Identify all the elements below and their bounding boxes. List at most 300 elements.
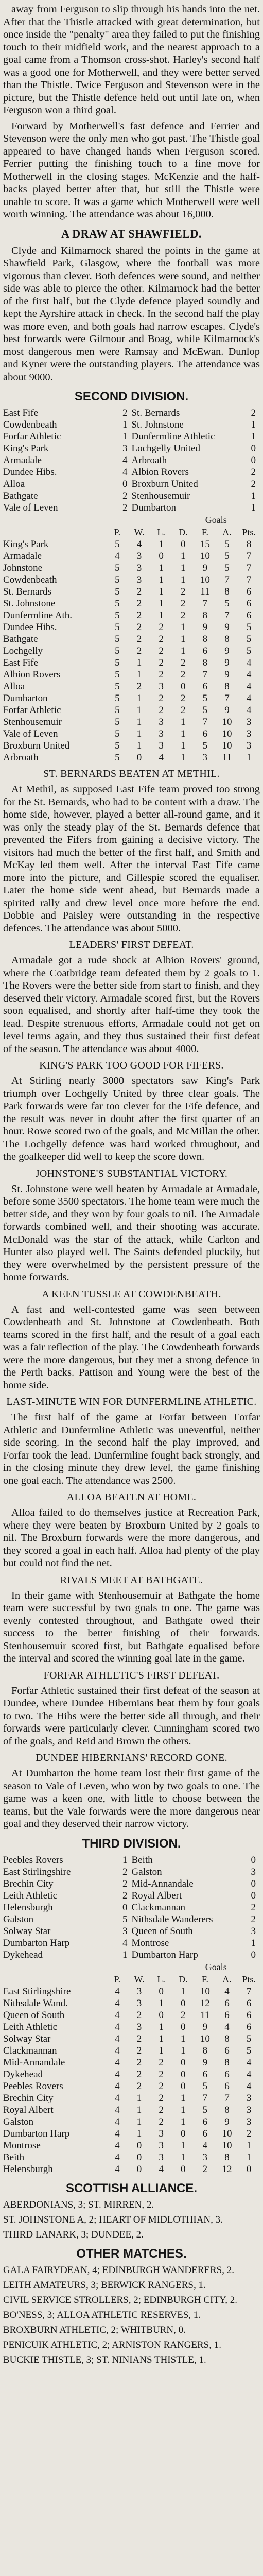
stat-cell: 5 <box>115 693 120 704</box>
stat-cell: 4 <box>246 2057 252 2068</box>
table-row <box>3 633 260 645</box>
stat-cell: 1 <box>159 586 164 597</box>
team-name: Johnstone <box>3 563 42 573</box>
column-header: F. <box>201 527 208 537</box>
team-name: Armadale <box>3 455 42 466</box>
stat-cell: 6 <box>224 2080 230 2092</box>
score: 2 <box>122 1878 128 1889</box>
stat-cell: 2 <box>136 610 142 621</box>
score: 4 <box>122 1937 128 1948</box>
stat-cell: 0 <box>181 2128 186 2139</box>
score: 3 <box>251 1925 256 1937</box>
stat-cell: 9 <box>224 2116 230 2127</box>
team-name: Peebles Rovers <box>3 2080 63 2092</box>
stat-cell: 2 <box>181 657 186 668</box>
table-row <box>3 645 260 657</box>
team-name: East Stirlingshire <box>3 1866 71 1877</box>
stat-cell: 4 <box>115 1986 120 1997</box>
stat-cell: 4 <box>246 657 252 668</box>
team-name: Beith <box>3 2151 25 2163</box>
score: 2 <box>122 1890 128 1901</box>
result-row <box>3 490 260 502</box>
stat-cell: 2 <box>246 2128 252 2139</box>
stat-cell: 7 <box>246 1986 252 1997</box>
stat-cell: 7 <box>224 610 230 621</box>
score: 2 <box>251 1913 256 1925</box>
stat-cell: 0 <box>159 551 164 562</box>
team-name: Mid-Annandale <box>3 2057 65 2068</box>
stat-cell: 1 <box>136 693 142 704</box>
stat-cell: 6 <box>246 586 252 597</box>
stat-cell: 5 <box>115 634 120 645</box>
stat-cell: 9 <box>224 657 230 668</box>
stat-cell: 4 <box>115 2116 120 2127</box>
stat-cell: 9 <box>224 705 230 716</box>
stat-cell: 5 <box>115 669 120 680</box>
score: 2 <box>122 490 128 501</box>
stat-cell: 4 <box>246 705 252 716</box>
report-headline: LEADERS' FIRST DEFEAT. <box>69 939 194 951</box>
table-row <box>3 609 260 621</box>
table-row <box>3 621 260 633</box>
team-name: Broxburn United <box>131 479 198 489</box>
stat-cell: 5 <box>115 586 120 597</box>
column-header: F. <box>201 1974 208 1985</box>
report-paragraph: In their game with Stenhousemuir at Bathgate the home team were successful by two goals to one. The game was evenly contested throughout, and Bathgate owed their success to the better finishing of their forwards. Stenhousemuir scored first, but Bathgate equalised before the interval and scored the winning goal late in the game. <box>3 1589 260 1664</box>
score: 2 <box>251 1902 256 1913</box>
team-name: Royal Albert <box>131 1890 182 1901</box>
result-row <box>3 478 260 490</box>
stat-cell: 6 <box>202 2069 208 2080</box>
stat-cell: 6 <box>246 1997 252 2009</box>
team-name: Bathgate <box>3 490 38 501</box>
stat-cell: 1 <box>136 2104 142 2115</box>
stat-cell: 12 <box>222 2163 232 2175</box>
team-name: Peebles Rovers <box>3 1854 63 1866</box>
stat-cell: 5 <box>115 728 120 739</box>
stat-cell: 2 <box>136 2033 142 2044</box>
stat-cell: 15 <box>200 539 210 550</box>
stat-cell: 4 <box>115 2033 120 2044</box>
stat-cell: 1 <box>181 728 186 739</box>
match-result-line: PENICUIK ATHLETIC, 2; ARNISTON RANGERS, 1. <box>3 2339 222 2350</box>
stat-cell: 3 <box>246 717 252 727</box>
score: 2 <box>122 502 128 513</box>
stat-cell: 5 <box>115 539 120 550</box>
match-result-line: CIVIL SERVICE STROLLERS, 2; EDINBURGH CITY, 2. <box>3 2294 238 2306</box>
stat-cell: 2 <box>181 693 186 704</box>
stat-cell: 5 <box>202 693 208 704</box>
stat-cell: 3 <box>246 2092 252 2104</box>
stat-cell: 7 <box>246 574 252 585</box>
report-paragraph: At Methil, as supposed East Fife team proved too strong for the St. Bernards, who had to be content with a draw. The home side, however, played a better all-round game, and it was only the steady play of the St. Bernards defence that prevented the Fifers from gaining a decisive victory. The visitors had much the better of the first half, and Smith and McKay led them well. After the interval East Fife came more into the picture, and Gillespie scored the equaliser. Later the home side went ahead, but Bernards made a spirited rally and drew level once more before the end. Dobbie and Paisley were outstanding in the respective defences. The attendance was about 5000. <box>3 784 260 934</box>
stat-cell: 2 <box>136 598 142 609</box>
score: 1 <box>251 502 256 513</box>
stat-cell: 1 <box>136 2092 142 2104</box>
stat-cell: 2 <box>181 586 186 597</box>
stat-cell: 3 <box>136 563 142 573</box>
report-paragraph: Clyde and Kilmarnock shared the points in the game at Shawfield Park, Glasgow, where the football was more vigorous than clever. Both defences were sound, and neither side was able to pierce the other. Kilmarnock had the better of the first half, but the Clyde defence played soundly and kept the Ayrshire attack in check. In the second half the play was more even, and both goals had narrow escapes. Clyde's best forwards were Gilmour and Boag, while Kilmarnock's most dangerous men were Ramsay and McEwan. Dunlop and Kyner were the outstanding players. The attendance was about 9000. <box>3 245 260 383</box>
team-name: Alloa <box>3 681 25 692</box>
stat-cell: 10 <box>222 2128 232 2139</box>
stat-cell: 2 <box>181 610 186 621</box>
team-name: Beith <box>131 1854 153 1866</box>
team-name: St. Johnstone <box>131 419 184 430</box>
stat-cell: 10 <box>200 574 210 585</box>
report-paragraph: At Stirling nearly 3000 spectators saw King's Park triumph over Lochgelly United by three clear goals. The Park forwards were far too clever for the Fife defence, and the result was never in doubt after the first quarter of an hour. Rowe scored two of the goals, and McMillan the other. The Lochgelly defence was hard worked throughout, and the goalkeeper did well to keep the score down. <box>3 1075 260 1162</box>
division-title: THIRD DIVISION. <box>82 1836 181 1851</box>
table-row <box>3 2092 260 2104</box>
stat-cell: 4 <box>224 1986 230 1997</box>
stat-cell: 1 <box>181 752 186 763</box>
score: 0 <box>251 455 256 466</box>
stat-cell: 5 <box>224 551 230 562</box>
result-row <box>3 1913 260 1925</box>
stat-cell: 2 <box>159 693 164 704</box>
stat-cell: 3 <box>136 2021 142 2032</box>
other-title: OTHER MATCHES. <box>76 2246 187 2261</box>
other-matches <box>3 2247 260 2366</box>
stat-cell: 2 <box>136 586 142 597</box>
result-row <box>3 443 260 454</box>
table-row <box>3 2021 260 2033</box>
stat-cell: 2 <box>159 657 164 668</box>
team-name: Galston <box>131 1866 162 1877</box>
stat-cell: 7 <box>246 563 252 573</box>
stat-cell: 12 <box>200 1997 210 2009</box>
stat-cell: 8 <box>224 2151 230 2163</box>
stat-cell: 5 <box>246 2033 252 2044</box>
table-row <box>3 586 260 598</box>
stat-cell: 5 <box>246 634 252 645</box>
team-name: Forfar Athletic <box>3 431 61 442</box>
stat-cell: 3 <box>136 574 142 585</box>
stat-cell: 2 <box>136 622 142 633</box>
team-name: Vale of Leven <box>3 728 58 739</box>
team-name: King's Park <box>3 443 49 454</box>
result-row <box>3 407 260 419</box>
result-row <box>3 1902 260 1913</box>
stat-cell: 3 <box>136 551 142 562</box>
score: 0 <box>251 1878 256 1889</box>
alliance-title: SCOTTISH ALLIANCE. <box>65 2181 198 2195</box>
match-report <box>3 1669 260 1748</box>
report-headline: JOHNSTONE'S SUBSTANTIAL VICTORY. <box>35 1167 228 1179</box>
stat-cell: 1 <box>246 2140 252 2151</box>
stat-cell: 5 <box>224 563 230 573</box>
stat-cell: 2 <box>159 705 164 716</box>
stat-cell: 4 <box>115 2021 120 2032</box>
stat-cell: 6 <box>202 2116 208 2127</box>
stat-cell: 0 <box>181 539 186 550</box>
stat-cell: 2 <box>181 2009 186 2021</box>
team-name: Clackmannan <box>3 2045 57 2056</box>
team-name: Dumbarton Harp <box>131 1949 198 1960</box>
stat-cell: 1 <box>246 2151 252 2163</box>
stat-cell: 5 <box>246 622 252 633</box>
table-row <box>3 574 260 586</box>
result-row <box>3 1890 260 1902</box>
stat-cell: 6 <box>224 2009 230 2021</box>
table-row <box>3 2151 260 2163</box>
stat-cell: 1 <box>136 717 142 727</box>
table-header-row <box>3 526 260 538</box>
table-row <box>3 538 260 550</box>
table-row <box>3 2069 260 2080</box>
intro <box>3 3 260 221</box>
league-table <box>3 514 260 764</box>
stat-cell: 6 <box>202 728 208 739</box>
match-report <box>3 1059 260 1163</box>
stat-cell: 3 <box>246 2116 252 2127</box>
stat-cell: 1 <box>136 657 142 668</box>
report-headline: RIVALS MEET AT BATHGATE. <box>60 1574 203 1586</box>
stat-cell: 8 <box>224 681 230 692</box>
score: 2 <box>251 408 256 418</box>
score: 3 <box>122 443 128 454</box>
team-name: Brechin City <box>3 2092 54 2104</box>
table-row <box>3 562 260 574</box>
team-name: Bathgate <box>3 634 38 645</box>
stat-cell: 2 <box>159 2092 164 2104</box>
stat-cell: 5 <box>115 705 120 716</box>
team-name: East Fife <box>3 408 39 418</box>
team-name: Stenhousemuir <box>3 717 62 727</box>
stat-cell: 8 <box>246 539 252 550</box>
report-paragraph: At Dumbarton the home team lost their first game of the season to Vale of Leven, who won by two goals to one. The game was a keen one, with little to choose between the teams, but the Vale forwards were the more dangerous near goal and they deserved their narrow victory. <box>3 1768 260 1829</box>
stat-cell: 3 <box>246 2104 252 2115</box>
team-name: Armadale <box>3 551 42 562</box>
stat-cell: 4 <box>115 2140 120 2151</box>
stat-cell: 1 <box>181 2151 186 2163</box>
team-name: St. Johnstone <box>3 598 56 609</box>
team-name: Leith Athletic <box>3 1890 58 1901</box>
stat-cell: 6 <box>224 2045 230 2056</box>
stat-cell: 5 <box>224 598 230 609</box>
column-header: A. <box>222 527 232 537</box>
stat-cell: 5 <box>115 752 120 763</box>
stat-cell: 4 <box>115 2057 120 2068</box>
column-header: W. <box>134 1974 145 1985</box>
column-header: A. <box>222 1974 232 1985</box>
team-name: Forfar Athletic <box>3 705 61 716</box>
stat-cell: 4 <box>159 2163 164 2175</box>
stat-cell: 5 <box>224 539 230 550</box>
stat-cell: 2 <box>202 2163 208 2175</box>
stat-cell: 5 <box>115 610 120 621</box>
stat-cell: 3 <box>159 2151 164 2163</box>
stat-cell: 1 <box>136 2128 142 2139</box>
stat-cell: 5 <box>115 574 120 585</box>
score: 4 <box>122 467 128 478</box>
team-name: Cowdenbeath <box>3 419 57 430</box>
stat-cell: 7 <box>246 551 252 562</box>
team-name: Helensburgh <box>3 1902 53 1913</box>
result-row <box>3 466 260 478</box>
stat-cell: 1 <box>181 634 186 645</box>
table-row <box>3 692 260 704</box>
column-header: Pts. <box>242 1974 256 1985</box>
stat-cell: 2 <box>136 2069 142 2080</box>
stat-cell: 8 <box>202 657 208 668</box>
match-result-line: THIRD LANARK, 3; DUNDEE, 2. <box>3 2229 144 2240</box>
match-result-line: BO'NESS, 3; ALLOA ATHLETIC RESERVES, 1. <box>3 2309 201 2320</box>
stat-cell: 7 <box>224 693 230 704</box>
result-row <box>3 502 260 514</box>
score: 2 <box>122 408 128 418</box>
stat-cell: 2 <box>181 705 186 716</box>
stat-cell: 8 <box>224 586 230 597</box>
stat-cell: 1 <box>181 622 186 633</box>
team-name: Royal Albert <box>3 2104 54 2115</box>
stat-cell: 0 <box>181 681 186 692</box>
team-name: Albion Rovers <box>3 669 61 680</box>
stat-cell: 2 <box>159 646 164 656</box>
report-headline: A DRAW AT SHAWFIELD. <box>61 227 202 240</box>
stat-cell: 0 <box>181 1997 186 2009</box>
team-name: Galston <box>3 2116 34 2127</box>
result-row <box>3 1878 260 1890</box>
results-table <box>3 1854 260 1961</box>
team-name: Cowdenbeath <box>3 574 57 585</box>
stat-cell: 1 <box>181 740 186 751</box>
team-name: Dumbarton <box>3 693 48 704</box>
stat-cell: 3 <box>159 681 164 692</box>
table-row <box>3 2057 260 2069</box>
stat-cell: 1 <box>181 646 186 656</box>
column-header: D. <box>179 1974 188 1985</box>
stat-cell: 0 <box>159 2009 164 2021</box>
column-header <box>3 526 107 538</box>
score: 3 <box>251 1866 256 1877</box>
team-name: Dunfermline Athletic <box>131 431 215 442</box>
stat-cell: 11 <box>222 752 232 763</box>
result-row <box>3 1937 260 1949</box>
stat-cell: 11 <box>200 586 210 597</box>
table-row <box>3 2009 260 2021</box>
stat-cell: 3 <box>136 1997 142 2009</box>
stat-cell: 3 <box>159 2140 164 2151</box>
stat-cell: 6 <box>246 2009 252 2021</box>
stat-cell: 5 <box>115 646 120 656</box>
stat-cell: 4 <box>246 2069 252 2080</box>
report-paragraph: A fast and well-contested game was seen between Cowdenbeath and St. Johnstone at Cowdenbeath. Both teams scored in the first half, and the result of a goal each was a fair reflection of the play. The Cowdenbeath forwards were the more dangerous, but they met a strong defence in the Perth backs. Pattison and Young were the best of the home side. <box>3 1303 260 1391</box>
stat-cell: 2 <box>159 2080 164 2092</box>
column-header: L. <box>157 527 165 537</box>
stat-cell: 5 <box>202 740 208 751</box>
stat-cell: 7 <box>224 574 230 585</box>
stat-cell: 7 <box>202 598 208 609</box>
match-report <box>3 1396 260 1487</box>
result-row <box>3 454 260 466</box>
stat-cell: 9 <box>224 646 230 656</box>
stat-cell: 4 <box>115 551 120 562</box>
report-headline: LAST-MINUTE WIN FOR DUNFERMLINE ATHLETIC. <box>6 1396 257 1408</box>
table-row <box>3 1986 260 1997</box>
score: 2 <box>251 479 256 489</box>
stat-cell: 1 <box>159 1997 164 2009</box>
match-report <box>3 1574 260 1665</box>
stat-cell: 2 <box>159 2069 164 2080</box>
stat-cell: 5 <box>202 705 208 716</box>
stat-cell: 3 <box>136 1986 142 1997</box>
match-report <box>3 1167 260 1284</box>
match-report <box>3 768 260 935</box>
score: 0 <box>122 1902 128 1913</box>
team-name: Brechin City <box>3 1878 54 1889</box>
team-name: Dykehead <box>3 1949 43 1960</box>
stat-cell: 2 <box>159 669 164 680</box>
stat-cell: 10 <box>222 728 232 739</box>
team-name: Nithsdale Wand. <box>3 1997 68 2009</box>
stat-cell: 9 <box>202 563 208 573</box>
stat-cell: 0 <box>181 2057 186 2068</box>
table-row <box>3 752 260 764</box>
stat-cell: 2 <box>159 622 164 633</box>
stat-cell: 4 <box>224 2021 230 2032</box>
stat-cell: 1 <box>159 610 164 621</box>
stat-cell: 10 <box>222 717 232 727</box>
stat-cell: 6 <box>224 2069 230 2080</box>
score: 5 <box>122 1913 128 1925</box>
result-row <box>3 1866 260 1878</box>
report-paragraph: The first half of the game at Forfar between Forfar Athletic and Dunfermline Athletic was uneventful, neither side scoring. In the second half the play improved, and Forfar took the lead. Dunfermline fought back strongly, and in the closing minute they drew level, the game finishing one goal each. The attendance was 2500. <box>3 1412 260 1486</box>
score: 1 <box>251 419 256 430</box>
stat-cell: 2 <box>159 634 164 645</box>
stat-cell: 4 <box>136 539 142 550</box>
stat-cell: 1 <box>136 705 142 716</box>
shawfield-report <box>3 227 260 384</box>
match-result-line: GALA FAIRYDEAN, 4; EDINBURGH WANDERERS, 2. <box>3 2264 234 2276</box>
score: 0 <box>251 443 256 454</box>
team-name: Dumbarton Harp <box>3 2128 70 2139</box>
team-name: Helensburgh <box>3 2163 53 2175</box>
result-row <box>3 1854 260 1866</box>
stat-cell: 5 <box>115 681 120 692</box>
stat-cell: 8 <box>202 610 208 621</box>
result-row <box>3 419 260 431</box>
stat-cell: 3 <box>246 740 252 751</box>
stat-cell: 4 <box>115 2163 120 2175</box>
stat-cell: 6 <box>202 681 208 692</box>
result-row <box>3 1925 260 1937</box>
table-header-row <box>3 1973 260 1986</box>
table-row <box>3 2104 260 2116</box>
score: 3 <box>122 1925 128 1937</box>
team-name: Montrose <box>131 1937 169 1948</box>
stat-cell: 2 <box>136 2009 142 2021</box>
stat-cell: 3 <box>159 740 164 751</box>
stat-cell: 1 <box>181 563 186 573</box>
column-header: P. <box>114 527 121 537</box>
report-headline: ST. BERNARDS BEATEN AT METHIL. <box>43 768 220 779</box>
stat-cell: 4 <box>115 1997 120 2009</box>
table-row <box>3 2140 260 2151</box>
match-result-line: LEITH AMATEURS, 3; BERWICK RANGERS, 1. <box>3 2279 206 2291</box>
stat-cell: 7 <box>202 717 208 727</box>
team-name: Dunfermline Ath. <box>3 610 73 621</box>
table-row <box>3 598 260 609</box>
team-name: Lochgelly <box>3 646 43 656</box>
column-header: Pts. <box>242 527 256 537</box>
table-row <box>3 2128 260 2140</box>
stat-cell: 5 <box>115 717 120 727</box>
stat-cell: 1 <box>181 717 186 727</box>
stat-cell: 10 <box>200 2033 210 2044</box>
stat-cell: 6 <box>202 646 208 656</box>
stat-cell: 5 <box>115 622 120 633</box>
intro-paragraph-1: away from Ferguson to slip through his hands into the net. After that the Thistle attacked with great determination, but once inside the "penalty" area they failed to put the finishing touch to their midfield work, and the nearest approach to a goal came from a Thomson cross-shot. Harley's second half was a good one for Motherwell, and they were better served than the Thistle. Twice Ferguson and Stevenson were in the picture, but the Thistle defence held out until late on, when Ferguson won a third goal. <box>3 4 260 116</box>
